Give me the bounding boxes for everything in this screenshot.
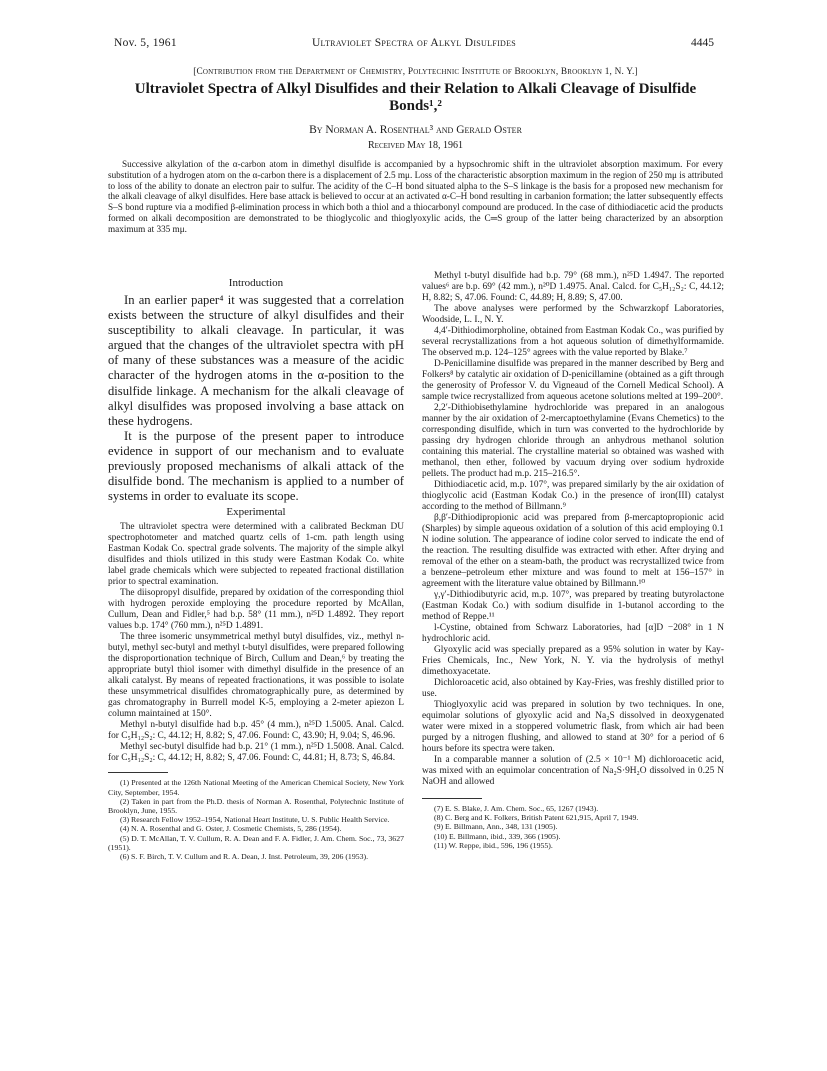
running-title: Ultraviolet Spectra of Alkyl Disulfides (311, 37, 517, 49)
introduction-heading: Introduction (228, 277, 284, 289)
issue-date: Nov. 5, 1961 (114, 37, 177, 49)
experimental-paragraph: D-Penicillamine disulfide was prepared in the manner described by Berg and Folkers⁸ by catalytic air oxidation of D-penicillamine (obtained as a gift through the generosity of Professor V. du Vigneaud of the Cornell Medical School). A sample twice recrystallized from aqueous acetone solutions melted at 199–200°. (422, 359, 724, 402)
experimental-paragraph: Thioglyoxylic acid was prepared in solution by two techniques. In one, equimolar solutions of glyoxylic acid and Na₂S dissolved in deoxygenated water were mixed in a stoppered volumetric flask, from which air had been purged by a nitrogen flushing, and allowed to stand at 30° for a period of 6 hours before its spectra were taken. (422, 700, 724, 754)
page-number: 4445 (691, 37, 714, 49)
abstract: Successive alkylation of the α-carbon atom in dimethyl disulfide is accompanied by a hypsochromic shift in the ultraviolet absorption maximum. For every substitution of a hydrogen atom on the α-carbon there is a displacement of 2.5 mμ. Loss of the characteristic absorption maximum in the region of 250 mμ is attributed to loss of the ability to donate an electron pair to sulfur. The acidity of the C–H bond situated alpha to the S–S linkage is the basis for a proposed new mechanism for the alkali cleavage of alkyl disulfides. Here base attack is believed to occur at an activated α-C–H bond resulting in carbanion formation; the latter subsequently effects S–S bond rupture via a modified β-elimination process in which both a thiol and a thiocarbonyl compound are produced. In the case of dithiodiacetic acid the products formed on alkali decomposition are demonstrated to be thioglycolic and thioglyoxylic acids, the C═S group of the latter being characterized by an absorption maximum at 335 mμ. (108, 159, 723, 234)
experimental-paragraph: γ,γ′-Dithiodibutyric acid, m.p. 107°, was prepared by treating butyrolactone (Eastman Kodak Co.) with sodium disulfide in 1-butanol according to the method of Reppe.¹¹ (422, 590, 724, 622)
footnote: (9) E. Billmann, Ann., 348, 131 (1905). (434, 822, 558, 832)
experimental-paragraph: The above analyses were performed by the Schwarzkopf Laboratories, Woodside, L. I., N. Y. (422, 304, 724, 325)
experimental-paragraph: Dichloroacetic acid, also obtained by Kay-Fries, was freshly distilled prior to use. (422, 678, 724, 699)
experimental-paragraph: The ultraviolet spectra were determined with a calibrated Beckman DU spectrophotometer and matched quartz cells of 1-cm. path length using Eastman Kodak Co. spectral grade solvents. The majority of the simple alkyl disulfides and thiols utilized in this study were Eastman Kodak Co. white label grade chemicals which were subjected to repeated fractional distillation prior to spectral examination. (108, 522, 404, 588)
experimental-section (108, 507, 404, 764)
intro-paragraph: In an earlier paper⁴ it was suggested that a correlation exists between the structure of alkyl disulfides and their susceptibility to alkali cleavage. In particular, it was argued that the changes of the ultraviolet spectra with pH of many of these substances was a measure of the acidic character of the hydrogen atoms in the α-position to the disulfide linkage. A mechanism for the alkali cleavage of alkyl disulfides was proposed involving a base attack on these hydrogens. (108, 293, 404, 428)
contribution-line: [Contribution from the Department of Chemistry, Polytechnic Institute of Brooklyn, Brooklyn 1, N. Y.] (193, 67, 638, 77)
experimental-paragraph: l-Cystine, obtained from Schwarz Laboratories, had [α]D −208° in 1 N hydrochloric acid. (422, 623, 724, 644)
footnote-divider (422, 798, 482, 799)
article-title (108, 81, 723, 115)
footnote: (5) D. T. McAllan, T. V. Cullum, R. A. Dean and F. A. Fidler, J. Am. Chem. Soc., 73, 3627 (1951). (108, 833, 404, 852)
experimental-paragraph: The diisopropyl disulfide, prepared by oxidation of the corresponding thiol with hydrogen peroxide employing the procedure reported by McAllan, Cullum, Dean and Fidler,⁵ had b.p. 58° (11 mm.), n²⁵D 1.4892. They report values b.p. 174° (760 mm.), n²⁵D 1.4891. (108, 588, 404, 632)
experimental-paragraph: β,β′-Dithiodipropionic acid was prepared from β-mercaptopropionic acid (Sharples) by simple aqueous oxidation of a solution of this acid employing 0.1 N iodine solution. The appearance of iodine color served to indicate the end of the reaction. The resulting disulfide was extracted with ether. After drying and removal of the ether on a steam-bath, the product was recrystallized twice from a benzene–petroleum ether mixture and was found to melt at 156–157° in agreement with the literature value obtained by Billmann.¹⁰ (422, 513, 724, 589)
left-column (108, 278, 404, 861)
footnote: (2) Taken in part from the Ph.D. thesis of Norman A. Rosenthal, Polytechnic Institute of Brooklyn, June, 1955. (108, 796, 404, 815)
footnote: (8) C. Berg and K. Folkers, British Patent 621,915, April 7, 1949. (434, 813, 639, 823)
experimental-paragraph: In a comparable manner a solution of (2.5 × 10⁻¹ M) dichloroacetic acid, was mixed with an equimolar concentration of Na₂S·9H₂O dissolved in 0.25 N NaOH and allowed (422, 755, 724, 787)
footnote: (4) N. A. Rosenthal and G. Oster, J. Cosmetic Chemists, 5, 286 (1954). (120, 824, 342, 834)
received-date: Received May 18, 1961 (368, 140, 463, 151)
intro-paragraph: It is the purpose of the present paper to introduce evidence in support of our mechanism and to evaluate previously proposed mechanisms of alkali attack of the disulfide bond. The mechanism is applied to a number of systems in order to evaluate its scope. (108, 428, 404, 504)
title-line-2: Bonds¹,² (389, 98, 442, 114)
footnote: (3) Research Fellow 1952–1954, National Heart Institute, U. S. Public Health Service. (120, 815, 390, 825)
author-byline: By Norman A. Rosenthal³ and Gerald Oster (309, 124, 522, 136)
footnote: (1) Presented at the 126th National Meeting of the American Chemical Society, New York City, September, 1954. (108, 778, 404, 797)
experimental-paragraph: Methyl t-butyl disulfide had b.p. 79° (68 mm.), n²⁵D 1.4947. The reported values⁶ are b.p. 69° (42 mm.), n²⁰D 1.4975. Anal. Calcd. for C₅H₁₂S₂: C, 44.12; H, 8.82; S, 47.06. Found: C, 44.89; H, 8.89; S, 47.00. (422, 271, 724, 303)
footnotes-right (422, 798, 724, 850)
experimental-paragraph: Dithiodiacetic acid, m.p. 107°, was prepared similarly by the air oxidation of thioglycolic acid (Eastman Kodak Co.) in the presence of iron(III) catalyst according to the method of Billmann.⁹ (422, 480, 724, 512)
introduction-section (108, 278, 404, 504)
footnote: (7) E. S. Blake, J. Am. Chem. Soc., 65, 1267 (1943). (434, 804, 599, 813)
right-column (422, 271, 724, 850)
experimental-paragraph: 4,4′-Dithiodimorpholine, obtained from Eastman Kodak Co., was purified by several recrystallizations from a hot aqueous solution of dimethylformamide. The observed m.p. 124–125° agrees with the value reported by Blake.⁷ (422, 326, 724, 358)
footnote: (11) W. Reppe, ibid., 596, 196 (1955). (434, 840, 553, 850)
experimental-paragraph: Methyl sec-butyl disulfide had b.p. 21° (1 mm.), n²⁵D 1.5008. Anal. Calcd. for C₅H₁₂S₂: C, 44.12; H, 8.82; S, 47.06. Found: C, 44.81; H, 8.73; S, 46.84. (108, 742, 404, 764)
footnote: (6) S. F. Birch, T. V. Cullum and R. A. Dean, J. Inst. Petroleum, 39, 206 (1953). (120, 851, 369, 861)
experimental-paragraph: 2,2′-Dithiobisethylamine hydrochloride was prepared in an analogous manner by the air oxidation of 2-mercaptoethylamine (Evans Chemetics) to the corresponding disulfide, which in turn was converted to the hydrochloride by passing dry hydrogen chloride through an anhydrous methanol solution containing this material. The crystalline material so obtained was washed with methanol, then ether, followed by vacuum drying over sodium hydroxide pellets. The product had m.p. 215–216.5°. (422, 403, 724, 479)
footnotes-left (108, 778, 404, 861)
running-header (114, 37, 714, 51)
experimental-heading: Experimental (226, 506, 286, 519)
footnote-divider (108, 772, 168, 773)
experimental-paragraph: Glyoxylic acid was specially prepared as a 95% solution in water by Kay-Fries Chemicals, Inc., New York, N. Y. via the hydrolysis of methyl dimethoxyacetate. (422, 645, 724, 677)
experimental-paragraph: Methyl n-butyl disulfide had b.p. 45° (4 mm.), n²⁵D 1.5005. Anal. Calcd. for C₅H₁₂S₂: C, 44.12; H, 8.82; S, 47.06. Found: C, 43.90; H, 9.04; S, 46.96. (108, 720, 404, 742)
title-line-1: Ultraviolet Spectra of Alkyl Disulfides and their Relation to Alkali Cleavage of Disulfide (134, 81, 697, 97)
experimental-paragraph: The three isomeric unsymmetrical methyl butyl disulfides, viz., methyl n-butyl, methyl sec-butyl and methyl t-butyl disulfides, were prepared following the disproportionation technique of Birch, Cullum and Dean,⁶ by treating the appropriate butyl thiol isomer with dimethyl disulfide in the presence of an alkali catalyst. By means of repeated fractionations, it was possible to isolate these unsymmetrical disulfides chromatographically pure, as determined by gas chromatography in Burrell model K-5, employing a 2-meter apiezon L column maintained at 150°. (108, 632, 404, 720)
footnote: (10) E. Billmann, ibid., 339, 366 (1905). (434, 831, 561, 841)
